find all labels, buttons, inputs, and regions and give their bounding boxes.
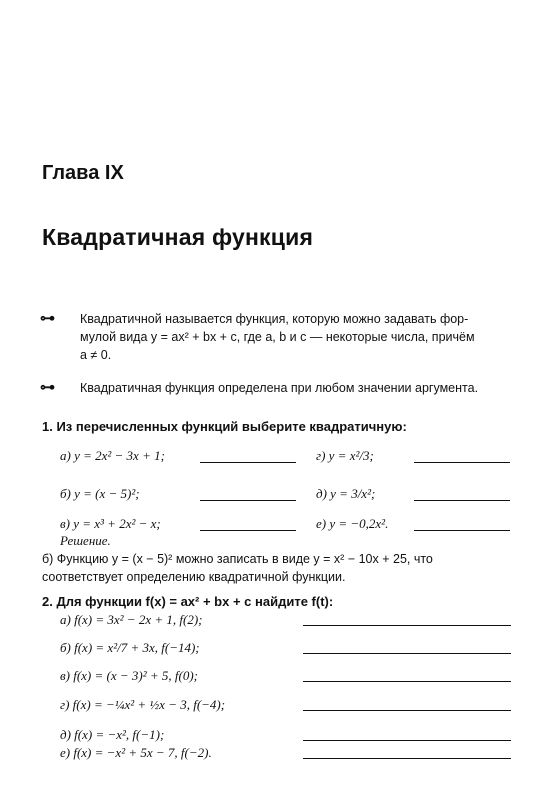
definition-2-line-1: Квадратичная функция определена при любом значении аргумента. <box>80 381 479 395</box>
answer-line[interactable] <box>303 625 511 626</box>
task-2-item-e: е) f(x) = −x² + 5x − 7, f(−2). <box>60 745 212 760</box>
task-1-heading: 1. Из перечисленных функций выберите квадратичную: <box>42 419 407 434</box>
task-1-item-v: в) y = x³ + 2x² − x; <box>60 516 161 531</box>
key-icon: ⊶ <box>40 380 55 396</box>
answer-line[interactable] <box>200 530 296 531</box>
answer-line[interactable] <box>200 462 296 463</box>
task-1-item-a: а) y = 2x² − 3x + 1; <box>60 448 165 463</box>
answer-line[interactable] <box>303 758 511 759</box>
answer-line[interactable] <box>303 740 511 741</box>
task-2-item-g: г) f(x) = −¼x² + ½x − 3, f(−4); <box>60 697 226 712</box>
answer-line[interactable] <box>303 710 511 711</box>
task-1-item-b: б) y = (x − 5)²; <box>60 486 140 501</box>
answer-line[interactable] <box>303 681 511 682</box>
key-icon: ⊶ <box>40 311 55 327</box>
definition-1-line-2: мулой вида y = ax² + bx + c, где a, b и c — некоторые числа, причём <box>80 330 475 344</box>
solution-line-2: соответствует определению квадратичной функции. <box>42 570 346 584</box>
solution-line-1: б) Функцию y = (x − 5)² можно записать в виде y = x² − 10x + 25, что <box>42 552 433 566</box>
definition-1-line-3: a ≠ 0. <box>80 348 112 362</box>
task-2-item-d: д) f(x) = −x², f(−1); <box>60 727 165 742</box>
task-1-item-e: е) y = −0,2x². <box>316 516 389 531</box>
task-2-item-b: б) f(x) = x²/7 + 3x, f(−14); <box>60 640 200 655</box>
task-1-item-g: г) y = x²/3; <box>316 448 374 463</box>
task-2-item-a: а) f(x) = 3x² − 2x + 1, f(2); <box>60 612 203 627</box>
answer-line[interactable] <box>200 500 296 501</box>
chapter-heading: Глава IX <box>42 162 124 184</box>
solution-label: Решение. <box>60 533 111 548</box>
page-title: Квадратичная функция <box>42 224 314 250</box>
definition-1-line-1: Квадратичной называется функция, которую можно задавать фор- <box>80 312 469 326</box>
answer-line[interactable] <box>303 653 511 654</box>
answer-line[interactable] <box>414 500 510 501</box>
task-1-item-d: д) y = 3/x²; <box>316 486 376 501</box>
answer-line[interactable] <box>414 530 510 531</box>
task-2-heading: 2. Для функции f(x) = ax² + bx + c найдите f(t): <box>42 594 334 609</box>
task-2-item-v: в) f(x) = (x − 3)² + 5, f(0); <box>60 668 199 683</box>
answer-line[interactable] <box>414 462 510 463</box>
